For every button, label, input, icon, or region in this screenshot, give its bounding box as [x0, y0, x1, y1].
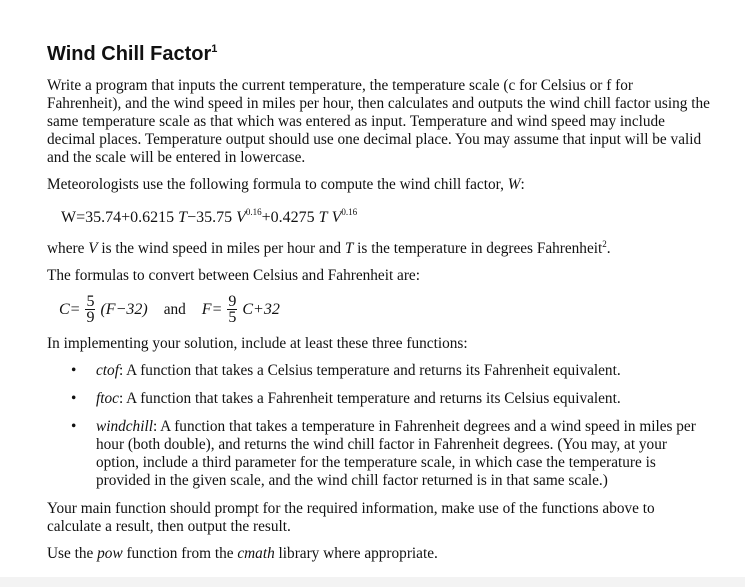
intro-paragraph: Write a program that inputs the current temperature, the temperature scale (c for Celsius or f for Fahrenheit), and the wind speed in miles per hour, then calculates and outputs the wind chill factor using the same temperature scale as that which was entered as input. Temperature and wind speed may include decimal places. Temperature output should use one decimal place. You may assume that input will be valid and the scale will be entered in lowercase.	[47, 77, 710, 166]
where-paragraph: where V is the wind speed in miles per hour and T is the temperature in degrees Fahrenheit$^2$.	[47, 239, 611, 258]
pow-paragraph: Use the pow function from the cmath library where appropriate.	[47, 545, 438, 563]
page-title: Wind Chill Factor$^1$	[47, 43, 218, 65]
list-item: • ftoc: A function that takes a Fahrenheit temperature and returns its Celsius equivalent.	[47, 390, 711, 408]
document	[47, 36, 711, 572]
function-list	[47, 362, 711, 490]
conversion-intro: The formulas to convert between Celsius and Fahrenheit are:	[47, 267, 420, 285]
page-bottom-edge	[0, 577, 745, 587]
list-item: • windchill: A function that takes a temperature in Fahrenheit degrees and a wind speed in miles per hour (both double), and returns the wind chill factor in Fahrenheit degrees. (You may, at your option, include a third parameter for the temperature scale, in which case the temperature is provided in the given scale, and the wind chill factor returned is in that same scale.)	[47, 418, 711, 490]
meteo-paragraph: Meteorologists use the following formula to compute the wind chill factor, W:	[47, 176, 525, 193]
wind-chill-formula: W=35.74+0.6215 T−35.75 $V^{0.16}+0.4275$ T $V^{0.16}$	[61, 207, 358, 226]
functions-intro: In implementing your solution, include at least these three functions:	[47, 335, 468, 353]
main-paragraph: Your main function should prompt for the required information, make use of the functions above to calculate a result, then output the result.	[47, 500, 655, 536]
list-item: • ctof: A function that takes a Celsius temperature and returns its Fahrenheit equivalent.	[47, 362, 711, 380]
conversion-formulas: C= $\frac{5}{9}$ (F−32) and F= $\frac{9}{5}$ C+32	[59, 293, 280, 327]
footnote-ref: 1	[211, 43, 218, 55]
